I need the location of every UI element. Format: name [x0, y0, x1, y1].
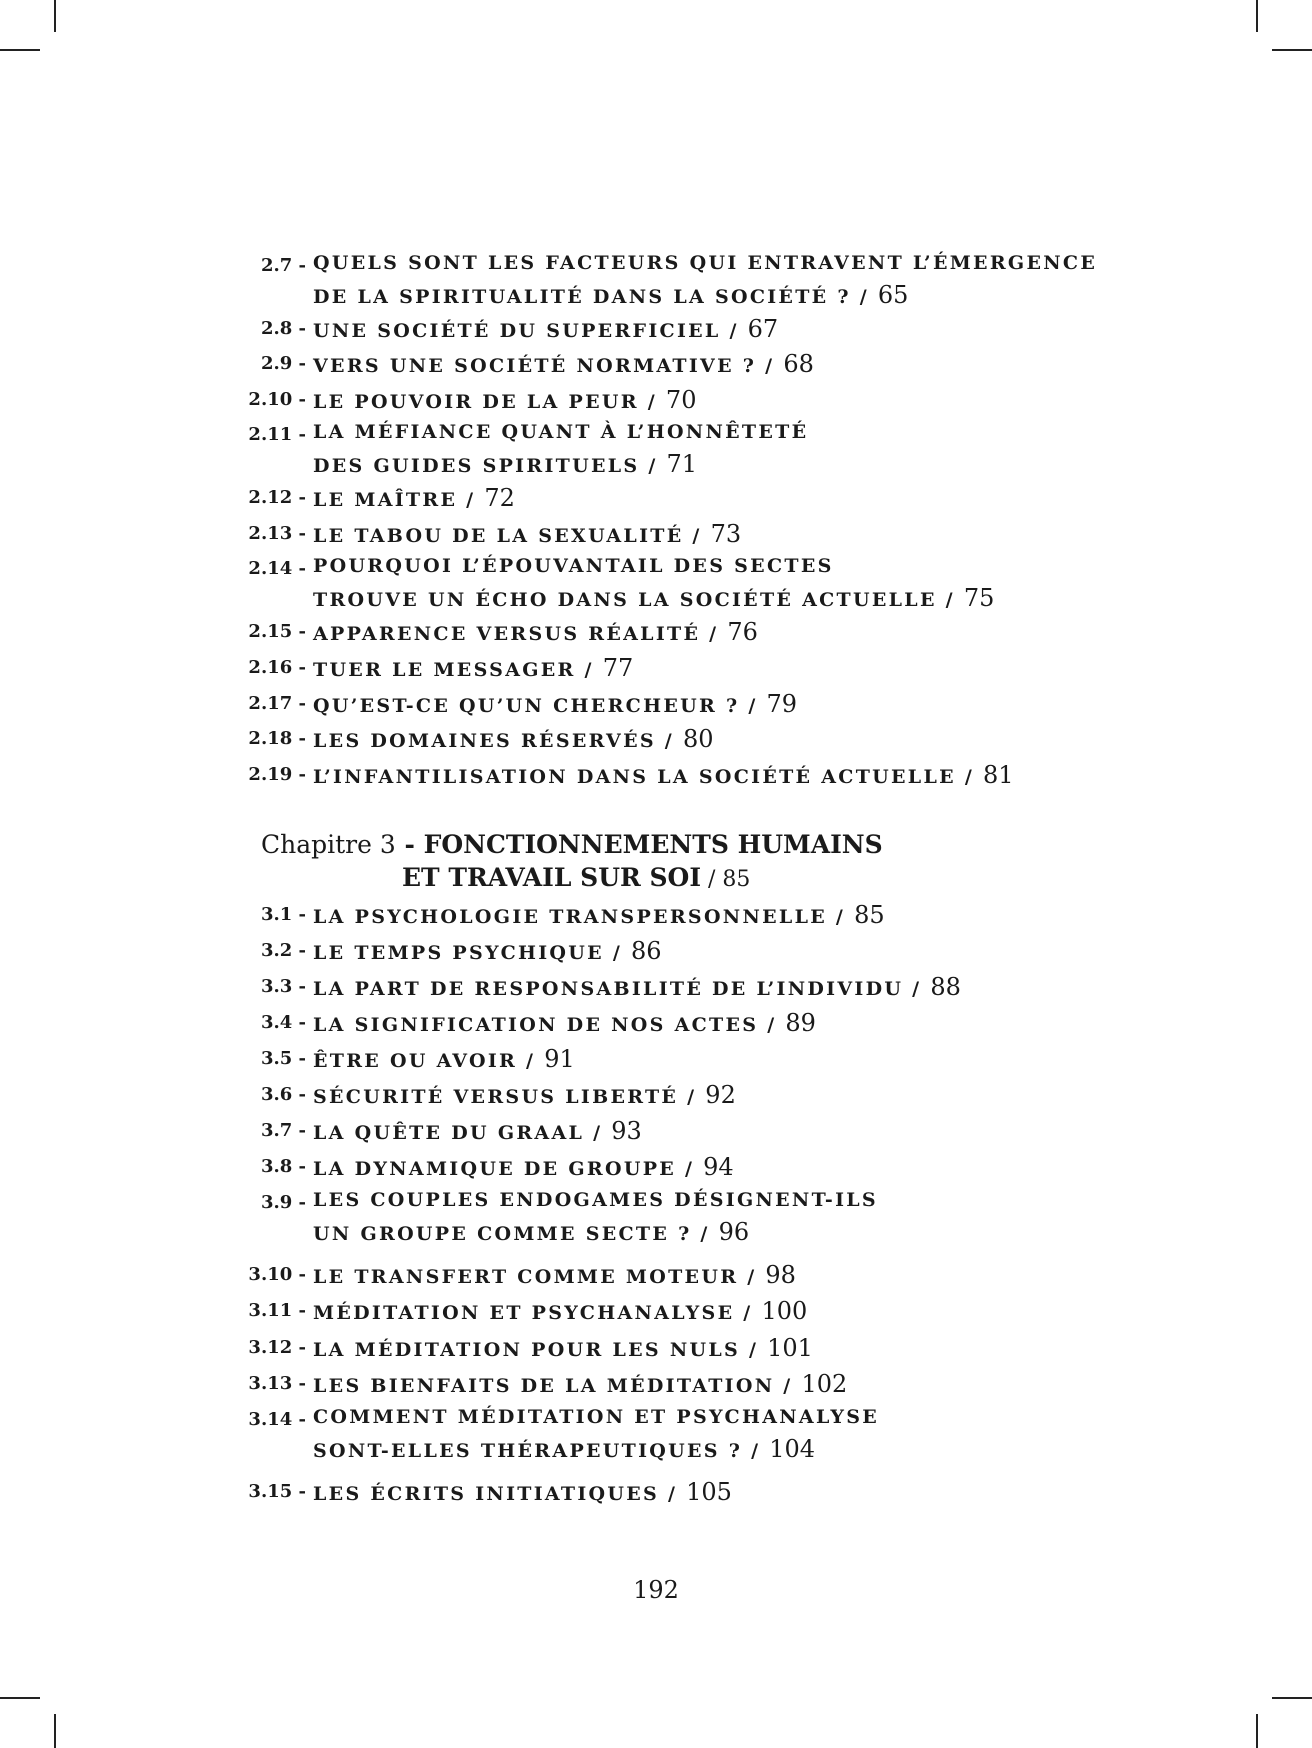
- toc-entry-number: 2.9 -: [260, 353, 306, 374]
- toc-entry-number: 3.11 -: [248, 1300, 306, 1321]
- toc-entry-number: 2.12 -: [248, 487, 306, 508]
- toc-entry-page: 88: [930, 973, 961, 1001]
- toc-entry-title-line: [313, 1370, 847, 1398]
- toc-entry-title-line: [313, 973, 961, 1001]
- toc-entry-page: 86: [631, 937, 662, 965]
- toc-entry-number: 3.3 -: [260, 976, 306, 997]
- toc-entry-title-line: [313, 1081, 736, 1109]
- toc-entry-page: 85: [854, 901, 885, 929]
- toc-entry-number: 3.4 -: [260, 1012, 306, 1033]
- toc-entry-title-line: [313, 690, 797, 718]
- toc-entry-number: 2.16 -: [248, 657, 306, 678]
- toc-entry-number: 2.19 -: [248, 764, 306, 785]
- toc-entry-number: 3.8 -: [260, 1156, 306, 1177]
- toc-entry-title: L’INFANTILISATION DANS LA SOCIÉTÉ ACTUELLE /: [313, 766, 975, 788]
- toc-entry-title: LES COUPLES ENDOGAMES DÉSIGNENT-ILS: [313, 1189, 878, 1211]
- toc-entry-title: LA QUÊTE DU GRAAL /: [313, 1122, 603, 1144]
- toc-entry-number: 3.5 -: [260, 1048, 306, 1069]
- toc-entry-number: 2.17 -: [248, 693, 306, 714]
- toc-entry-title: VERS UNE SOCIÉTÉ NORMATIVE ? /: [313, 355, 775, 377]
- toc-entry-title-line: [313, 1117, 642, 1145]
- toc-entry-title-line: [313, 421, 808, 443]
- toc-entry-title-line: [313, 281, 908, 309]
- toc-entry-number: 2.11 -: [248, 424, 306, 445]
- toc-entry-page: 76: [727, 618, 758, 646]
- toc-entry-page: 98: [765, 1261, 796, 1289]
- toc-entry-number: 3.7 -: [260, 1120, 306, 1141]
- toc-entry-title-line: [313, 901, 885, 929]
- toc-entry-number: 3.1 -: [260, 904, 306, 925]
- toc-entry-title-line: [313, 937, 662, 965]
- toc-entry-title: LA PSYCHOLOGIE TRANSPERSONNELLE /: [313, 906, 846, 928]
- toc-entry-title: LES DOMAINES RÉSERVÉS /: [313, 730, 675, 752]
- toc-entry-title: COMMENT MÉDITATION ET PSYCHANALYSE: [313, 1406, 880, 1428]
- toc-entry-title-line: [313, 1189, 878, 1211]
- toc-entry-page: 102: [801, 1370, 848, 1398]
- toc-entry-title-line: [313, 484, 515, 512]
- toc-entry-title: LE MAÎTRE /: [313, 489, 476, 511]
- toc-entry-title: QU’EST-CE QU’UN CHERCHEUR ? /: [313, 695, 758, 717]
- toc-entry-number: 2.10 -: [248, 389, 306, 410]
- toc-entry-number: 3.6 -: [260, 1084, 306, 1105]
- toc-entry-page: 79: [766, 690, 798, 718]
- toc-entry-title: LA MÉDITATION POUR LES NULS /: [313, 1339, 759, 1361]
- toc-entry-title-line: [313, 1334, 813, 1362]
- toc-entry-title: APPARENCE VERSUS RÉALITÉ /: [313, 623, 719, 645]
- toc-entry-page: 91: [544, 1045, 575, 1073]
- toc-entry-title: MÉDITATION ET PSYCHANALYSE /: [313, 1302, 753, 1324]
- chapter-heading: [261, 830, 883, 859]
- toc-entry-number: 2.8 -: [260, 318, 306, 339]
- toc-entry-title: DES GUIDES SPIRITUELS /: [313, 455, 658, 477]
- page-number: 192: [633, 1576, 679, 1604]
- toc-entry-title: LES BIENFAITS DE LA MÉDITATION /: [313, 1375, 793, 1397]
- toc-entry-page: 92: [705, 1081, 736, 1109]
- toc-entry-page: 93: [611, 1117, 642, 1145]
- toc-entry-title: DE LA SPIRITUALITÉ DANS LA SOCIÉTÉ ? /: [313, 286, 869, 308]
- toc-entry-page: 100: [761, 1297, 808, 1325]
- toc-entry-title: SÉCURITÉ VERSUS LIBERTÉ /: [313, 1086, 697, 1108]
- toc-entry-title: LES ÉCRITS INITIATIQUES /: [313, 1483, 678, 1505]
- toc-entry-title-line: [313, 252, 1097, 274]
- toc-entry-page: 71: [666, 450, 698, 478]
- toc-entry-title: TUER LE MESSAGER /: [313, 659, 594, 681]
- toc-entry-title-line: [313, 1297, 807, 1325]
- toc-entry-number: 2.7 -: [260, 255, 306, 276]
- toc-entry-title: ÊTRE OU AVOIR /: [313, 1050, 536, 1072]
- toc-entry-title: LA DYNAMIQUE DE GROUPE /: [313, 1158, 695, 1180]
- toc-entry-title-line: [313, 1218, 749, 1246]
- toc-entry-title-line: [313, 618, 758, 646]
- toc-entry-title: QUELS SONT LES FACTEURS QUI ENTRAVENT L’ÉMERGENCE: [313, 252, 1098, 274]
- toc-entry-title-line: [313, 1045, 575, 1073]
- chapter-title-line2: ET TRAVAIL SUR SOI: [402, 863, 702, 892]
- toc-entry-page: 96: [718, 1218, 750, 1246]
- toc-entry-title-line: [313, 584, 994, 612]
- toc-entry-page: 89: [785, 1009, 816, 1037]
- toc-entry-title: UNE SOCIÉTÉ DU SUPERFICIEL /: [313, 320, 739, 342]
- chapter-heading-line2: [402, 863, 750, 892]
- toc-entry-page: 101: [767, 1334, 813, 1362]
- toc-entry-title: LE TEMPS PSYCHIQUE /: [313, 942, 623, 964]
- toc-entry-number: 2.18 -: [248, 728, 306, 749]
- toc-entry-number: 2.13 -: [248, 523, 306, 544]
- toc-entry-title-line: [313, 350, 814, 378]
- toc-entry-title: LA PART DE RESPONSABILITÉ DE L’INDIVIDU /: [313, 978, 922, 1000]
- toc-entry-title-line: [313, 1261, 796, 1289]
- toc-entry-title: LE TABOU DE LA SEXUALITÉ /: [313, 525, 702, 547]
- toc-entry-page: 81: [982, 761, 1014, 789]
- toc-entry-title-line: [313, 725, 714, 753]
- toc-entry-title-line: [313, 555, 834, 577]
- toc-entry-number: 3.2 -: [260, 940, 306, 961]
- toc-entry-title-line: [313, 1009, 816, 1037]
- toc-entry-title: UN GROUPE COMME SECTE ? /: [313, 1223, 710, 1245]
- toc-entry-title-line: [313, 761, 1014, 789]
- toc-entry-title-line: [313, 315, 778, 343]
- toc-entry-title-line: [313, 450, 697, 478]
- toc-entry-title-line: [313, 386, 696, 414]
- toc-entry-number: 3.12 -: [248, 1337, 306, 1358]
- chapter-prefix: Chapitre 3: [261, 830, 396, 859]
- toc-entry-title-line: [313, 1435, 815, 1463]
- toc-entry-title: LE POUVOIR DE LA PEUR /: [313, 391, 657, 413]
- toc-entry-page: 75: [963, 584, 995, 612]
- toc-entry-title: LA MÉFIANCE QUANT À L’HONNÊTETÉ: [313, 421, 809, 443]
- toc-entry-title-line: [313, 520, 741, 548]
- toc-entry-page: 105: [686, 1478, 732, 1506]
- toc-entry-page: 77: [602, 654, 634, 682]
- toc-entry-page: 67: [747, 315, 779, 343]
- toc-entry-page: 65: [877, 281, 909, 309]
- toc-entry-number: 3.15 -: [248, 1481, 306, 1502]
- toc-entry-title: POURQUOI L’ÉPOUVANTAIL DES SECTES: [313, 555, 834, 577]
- toc-entry-title-line: [313, 1153, 734, 1181]
- toc-entry-title-line: [313, 1478, 732, 1506]
- toc-entry-page: 68: [783, 350, 814, 378]
- toc-entry-number: 3.10 -: [248, 1264, 306, 1285]
- toc-entry-title: LA SIGNIFICATION DE NOS ACTES /: [313, 1014, 777, 1036]
- chapter-title-line1: - FONCTIONNEMENTS HUMAINS: [395, 830, 883, 859]
- toc-entry-title: SONT-ELLES THÉRAPEUTIQUES ? /: [313, 1440, 761, 1462]
- toc-entry-page: 70: [665, 386, 697, 414]
- toc-entry-number: 2.14 -: [248, 558, 306, 579]
- toc-entry-title-line: [313, 654, 633, 682]
- chapter-page: / 85: [701, 867, 751, 892]
- toc-entry-page: 104: [769, 1435, 816, 1463]
- toc-entry-number: 2.15 -: [248, 621, 306, 642]
- toc-entry-title: TROUVE UN ÉCHO DANS LA SOCIÉTÉ ACTUELLE /: [313, 589, 955, 611]
- toc-entry-number: 3.9 -: [260, 1192, 306, 1213]
- toc-entry-page: 73: [710, 520, 742, 548]
- toc-entry-page: 72: [484, 484, 515, 512]
- toc-entry-title-line: [313, 1406, 879, 1428]
- toc-entry-page: 94: [703, 1153, 734, 1181]
- toc-entry-number: 3.13 -: [248, 1373, 306, 1394]
- toc-entry-title: LE TRANSFERT COMME MOTEUR /: [313, 1266, 757, 1288]
- toc-entry-page: 80: [682, 725, 714, 753]
- toc-entry-number: 3.14 -: [248, 1409, 306, 1430]
